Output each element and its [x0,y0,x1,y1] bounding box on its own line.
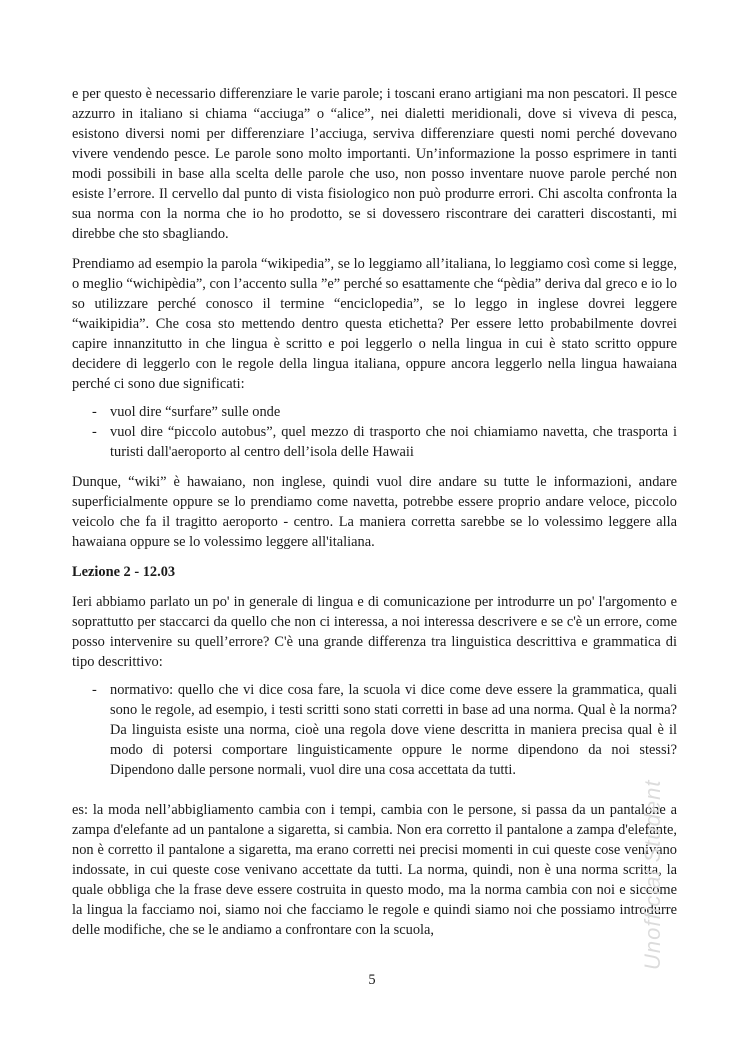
watermark: Unofficial Student [640,779,665,970]
document-body [72,84,677,940]
paragraph: es: la moda nell’abbigliamento cambia con i tempi, cambia con le persone, si passa da un pantalone a zampa d'elefante ad un pantalone a sigaretta, si cambia. Non era corretto il pantalone a zampa d'elefante, non è corretto il pantalone a sigaretta, ma erano corretti nei precisi momenti in cui queste cose venivano indossate, in cui queste cose venivano accettate da tutti. La norma, quindi, non è una norma scritta, la quale obbliga che la frase deve essere costruita in questo modo, ma la norma cambia con noi e siccome la lingua la facciamo noi, siamo noi che facciamo le regole e quindi siamo noi che possiamo introdurre delle modifiche, che se le andiamo a confrontare con la scuola, [72,802,677,938]
list-marker: - [92,404,97,420]
page-number: 5 [368,972,376,988]
paragraph: e per questo è necessario differenziare le varie parole; i toscani erano artigiani ma non pescatori. Il pesce azzurro in italiano si chiama “acciuga” o “alice”, nei dialetti meridionali, dove si viveva di pesca, esistono diversi nomi per differenziare l’acciuga, serviva differenziare questi nomi perché dovevano vivere vendendo pesce. Le parole sono molto importanti. Un’informazione la posso esprimere in tanti modi possibili in base alla scelta delle parole che uso, non posso inventare nuove parole perché non esiste l’errore. Il cervello dal punto di vista fisiologico non può produrre errori. Chi ascolta confronta la sua norma con la norma che io ho prodotto, se si dovessero riscontrare dei caratteri discostanti, mi direbbe che sto sbagliando. [72,86,677,242]
list-item: - normativo: quello che vi dice cosa fare, la scuola vi dice come deve essere la grammatica, quali sono le regole, ad esempio, i testi scritti sono stati corretti in base ad una norma. Qual è la norma? Da linguista esiste una norma, cioè una regola dove viene descritta in maniera precisa qual è il modo di potersi comportare linguisticamente oppure le norme dipendono da noi stessi? Dipendono dalle persone normali, vuol dire una cosa accettata da tutti. [92,682,677,778]
paragraph: Dunque, “wiki” è hawaiano, non inglese, quindi vuol dire andare su tutte le informazioni, andare superficialmente oppure se lo prendiamo come navetta, potrebbe essere proprio andare veloce, piccolo veicolo che fa il tragitto aeroporto - centro. La maniera corretta sarebbe se lo volessimo leggere alla hawaiana oppure se lo volessimo leggere all'italiana. [72,474,677,550]
lesson-heading: Lezione 2 - 12.03 [72,564,176,580]
list-item: - vuol dire “surfare” sulle onde [92,404,281,420]
list-marker: - [92,682,97,698]
list-item: - vuol dire “piccolo autobus”, quel mezzo di trasporto che noi chiamiamo navetta, che trasporta i turisti dall'aeroporto al centro dell’isola delle Hawaii [92,424,677,460]
paragraph: Prendiamo ad esempio la parola “wikipedia”, se lo leggiamo all’italiana, lo leggiamo così come si legge, o meglio “wichipèdia”, con l’accento sulla ”e” perché so esattamente che “pèdia” deriva dal greco e io lo so utilizzare perché conosco il termine “enciclopedia”, se lo leggo in inglese dovrei leggere “waikipidia”. Che cosa sto mettendo dentro questa etichetta? Per essere letto probabilmente dovrei capire innanzitutto in che lingua è scritto e poi leggerlo o nella lingua in cui è stato scritto oppure decidere di leggerlo con le regole della lingua italiana, oppure ancora leggerlo nella lingua hawaiana perché ci sono due significati: [72,256,677,392]
bullet-list [72,680,677,780]
list-marker: - [92,424,97,440]
bullet-list [72,402,677,462]
paragraph: Ieri abbiamo parlato un po' in generale di lingua e di comunicazione per introdurre un po' l'argomento e soprattutto per staccarci da quello che non ci interessa, a noi interessa descrivere e se c'è un errore, come posso intervenire su quell’errore? C'è una grande differenza tra linguistica descrittiva e grammatica di tipo descrittivo: [72,594,677,670]
